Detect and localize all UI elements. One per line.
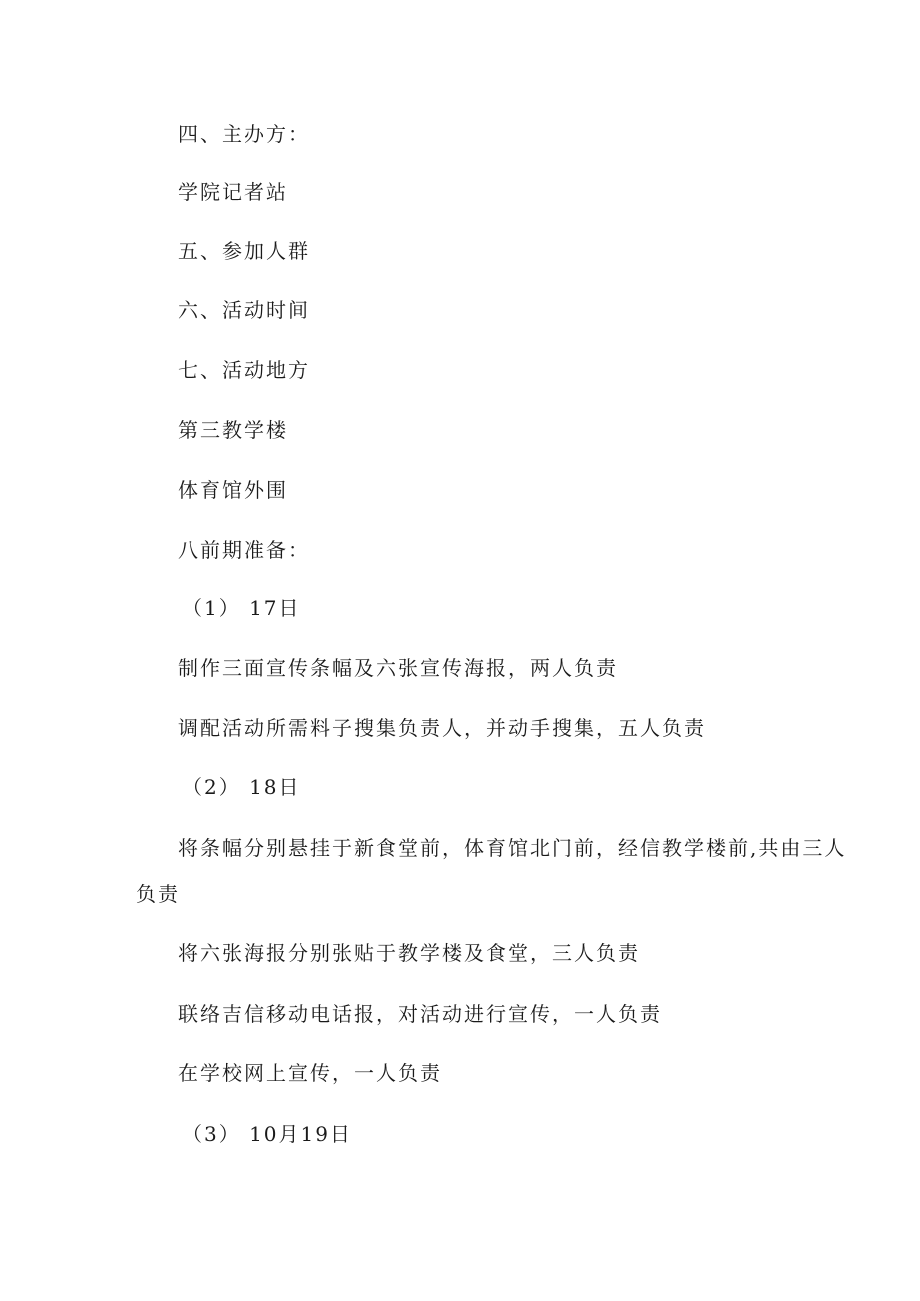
task-item-continued: 负责 <box>136 882 180 906</box>
location-item: 体育馆外围 <box>178 478 288 502</box>
section-heading-participants: 五、参加人群 <box>178 239 310 263</box>
organizer-text: 学院记者站 <box>178 180 288 204</box>
task-item: 制作三面宣传条幅及六张宣传海报，两人负责 <box>178 656 618 680</box>
section-heading-time: 六、活动时间 <box>178 298 310 322</box>
task-item: 调配活动所需料子搜集负责人，并动手搜集，五人负责 <box>178 716 706 740</box>
task-item: 在学校网上宣传，一人负责 <box>178 1061 442 1085</box>
location-item: 第三教学楼 <box>178 418 288 442</box>
date-subheading: （1） 17日 <box>182 596 301 620</box>
section-heading-organizer: 四、主办方： <box>178 122 310 146</box>
section-heading-preparation: 八前期准备： <box>178 538 310 562</box>
date-subheading: （3） 10月19日 <box>182 1122 352 1146</box>
date-subheading: （2） 18日 <box>182 775 301 799</box>
task-item: 将六张海报分别张贴于教学楼及食堂，三人负责 <box>178 941 640 965</box>
section-heading-location: 七、活动地方 <box>178 358 310 382</box>
task-item: 联络吉信移动电话报，对活动进行宣传，一人负责 <box>178 1002 662 1026</box>
task-item: 将条幅分别悬挂于新食堂前，体育馆北门前，经信教学楼前,共由三人 <box>178 836 847 860</box>
